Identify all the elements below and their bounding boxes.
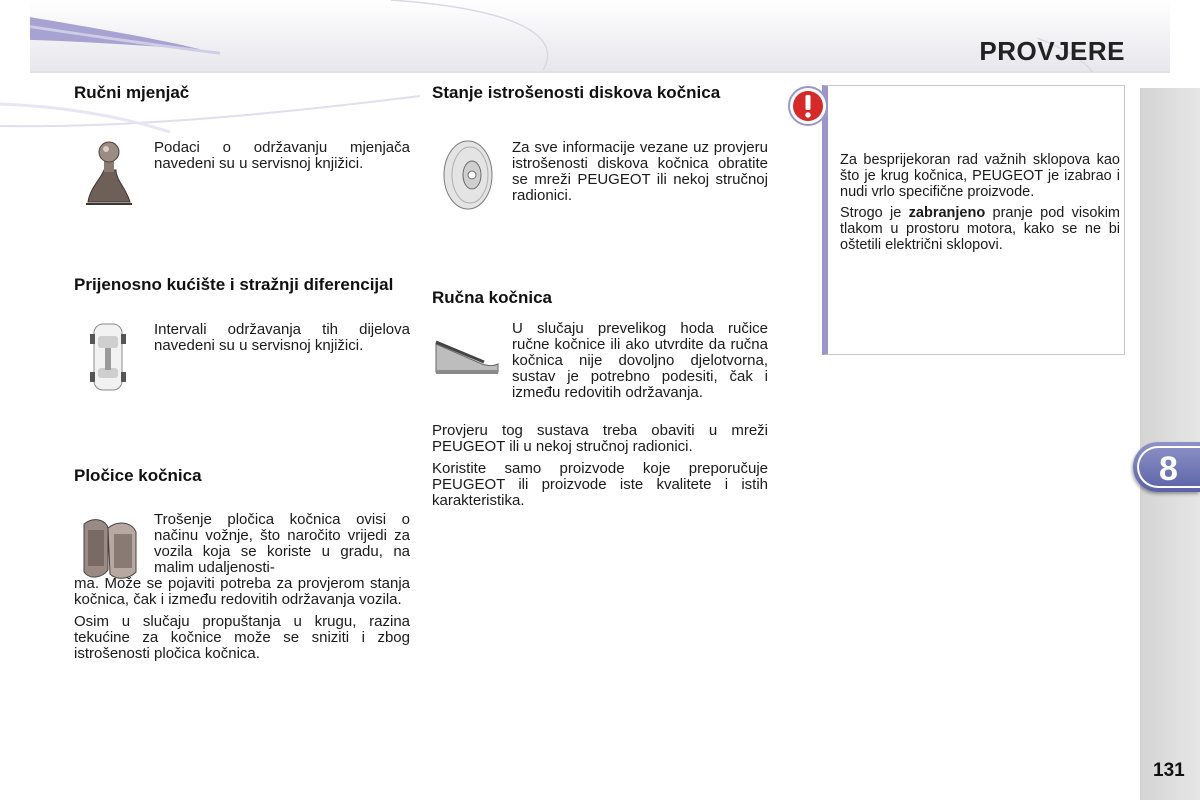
- warning-box: [822, 85, 1125, 355]
- chapter-number: 8: [1159, 450, 1178, 488]
- warning-text-2-suffix: pranje pod visokim tlakom u prostoru motora, kako se ne bi oštetili električni sklopovi.: [840, 205, 1120, 253]
- gear-lever-icon: [82, 140, 136, 210]
- brake-pads-text-1-continued: ma. Može se pojaviti potreba za provjerom stanja kočnica, čak i između redovitih održavanja vozila.: [74, 575, 410, 608]
- brake-discs-text: Za sve informacije vezane uz provjeru istrošenosti diskova kočnica obratite se mreži PEUGEOT ili nekoj stručnoj radionici.: [512, 139, 768, 204]
- parking-brake-text-block: [432, 423, 768, 509]
- section-title-brake-discs: Stanje istrošenosti diskova kočnica: [432, 83, 721, 102]
- warning-text-1: Za besprijekoran rad važnih sklopova kao što je krug kočnica, PEUGEOT je izabrao i nudi vrlo specifične proizvode.: [840, 152, 1120, 200]
- parking-brake-text-block-top: [512, 321, 768, 401]
- manual-gearbox-text: Podaci o održavanju mjenjača navedeni su u servisnoj knjižici.: [154, 139, 410, 172]
- transfer-box-text-block: [154, 322, 410, 354]
- brake-pads-text-2: Osim u slučaju propuštanja u krugu, razina tekućine za kočnice može se sniziti i zbog istrošenosti pločica kočnica.: [74, 613, 410, 662]
- brake-pads-text-block: [74, 512, 410, 662]
- exclamation-icon: [788, 86, 828, 126]
- warning-content: [840, 152, 1120, 253]
- page-title: PROVJERE: [979, 36, 1125, 66]
- brake-pads-text-1: Trošenje pločica kočnica ovisi o načinu vožnje, što naročito vrijedi za vozila koja se koriste u gradu, na malim udaljenosti-: [154, 512, 410, 576]
- manual-gearbox-text-block: [154, 140, 410, 172]
- parking-brake-text-3: Koristite samo proizvode koje preporučuje PEUGEOT ili proizvode iste kvalitete i istih karakteristika.: [432, 460, 768, 509]
- chapter-tab-frame: [1137, 446, 1200, 488]
- parking-brake-text-1: U slučaju prevelikog hoda ručice ručne kočnice ili ako utvrdite da ručna kočnica nije dovoljno djelotvorna, sustav je potrebno podesiti, čak i između redovitih održavanja.: [512, 320, 768, 401]
- section-title-brake-pads: Pločice kočnica: [74, 466, 202, 485]
- warning-text-2-prefix: Strogo je: [840, 205, 909, 221]
- page-number: 131: [1153, 760, 1185, 781]
- section-title-manual-gearbox: Ručni mjenjač: [74, 83, 190, 102]
- handbrake-icon: [432, 336, 502, 378]
- chapter-tab[interactable]: [1133, 442, 1200, 492]
- brake-disc-icon: [440, 138, 496, 212]
- parking-brake-text-2: Provjeru tog sustava treba obaviti u mreži PEUGEOT ili u nekoj stručnoj radionici.: [432, 422, 768, 455]
- section-title-parking-brake: Ručna kočnica: [432, 288, 552, 307]
- warning-text-2: [840, 205, 1120, 253]
- transfer-box-text: Intervali održavanja tih dijelova navedeni su u servisnoj knjižici.: [154, 321, 410, 354]
- brake-discs-text-block: [512, 140, 768, 204]
- section-title-transfer-box: Prijenosno kućište i stražnji diferencijal: [74, 275, 394, 294]
- car-topview-icon: [88, 322, 128, 392]
- warning-text-2-bold: zabranjeno: [908, 205, 986, 221]
